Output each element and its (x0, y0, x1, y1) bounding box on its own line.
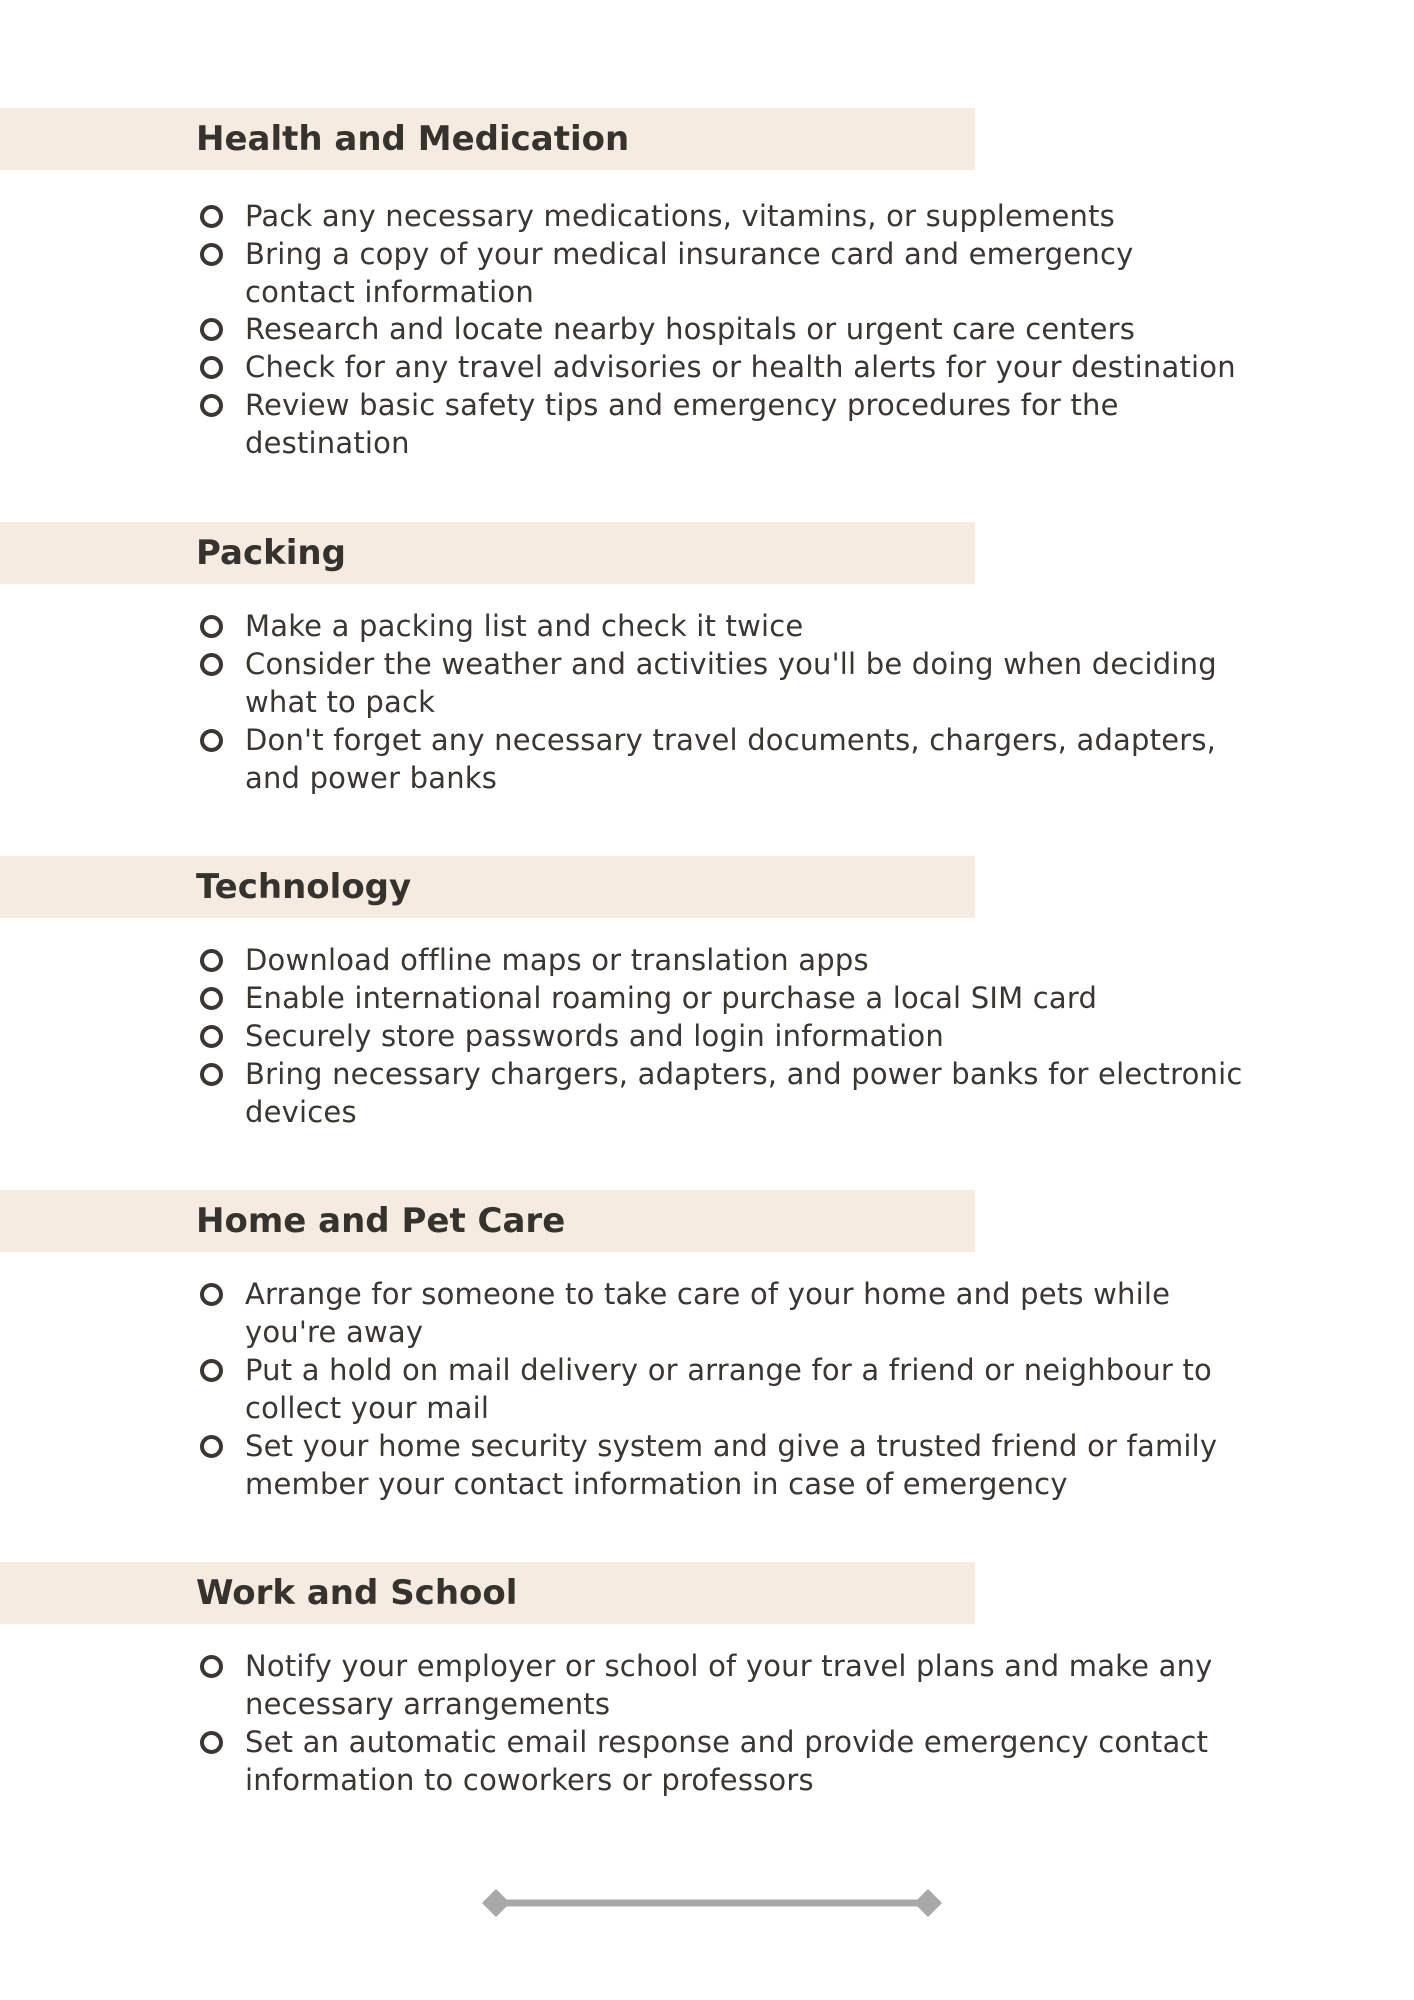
checklist-item (200, 1056, 1250, 1131)
checklist-item-text: Enable international roaming or purchase a local SIM card (245, 981, 1098, 1015)
section-header-band (0, 1190, 975, 1252)
checklist-item-text: Bring a copy of your medical insurance card and emergency contact information (245, 237, 1134, 309)
checklist-item (200, 646, 1250, 721)
checkbox-circle-icon[interactable] (200, 729, 223, 752)
checkbox-circle-icon[interactable] (200, 949, 223, 972)
checkbox-circle-icon[interactable] (200, 1063, 223, 1086)
checkbox-circle-icon[interactable] (200, 1435, 223, 1458)
section-title: Work and School (196, 1573, 518, 1613)
checklist-item (200, 198, 1250, 236)
checkbox-circle-icon[interactable] (200, 653, 223, 676)
checklist-item (200, 349, 1250, 387)
checklist-item (200, 1428, 1250, 1503)
checklist-item-text: Bring necessary chargers, adapters, and power banks for electronic devices (245, 1057, 1243, 1129)
checklist-item-text: Set your home security system and give a trusted friend or family member your contact information in case of emergency (245, 1429, 1218, 1501)
section-title: Health and Medication (196, 119, 630, 159)
checkbox-circle-icon[interactable] (200, 318, 223, 341)
checklist-item (200, 1352, 1250, 1427)
checklist-item-text: Don't forget any necessary travel documents, chargers, adapters, and power banks (245, 723, 1217, 795)
checkbox-circle-icon[interactable] (200, 1731, 223, 1754)
checklist-item (200, 311, 1250, 349)
checkbox-circle-icon[interactable] (200, 987, 223, 1010)
checklist-item-text: Arrange for someone to take care of your home and pets while you're away (245, 1277, 1171, 1349)
footer-divider (482, 1886, 942, 1920)
section-header-band (0, 856, 975, 918)
checkbox-circle-icon[interactable] (200, 1283, 223, 1306)
checklist-item-text: Put a hold on mail delivery or arrange for a friend or neighbour to collect your mail (245, 1353, 1212, 1425)
checklist-item (200, 942, 1250, 980)
checklist-item (200, 608, 1250, 646)
checklist-item (200, 236, 1250, 311)
checkbox-circle-icon[interactable] (200, 615, 223, 638)
checkbox-circle-icon[interactable] (200, 1655, 223, 1678)
checklist-item-text: Check for any travel advisories or health alerts for your destination (245, 350, 1236, 384)
checklist-item-text: Review basic safety tips and emergency procedures for the destination (245, 388, 1119, 460)
section-header-band (0, 108, 975, 170)
checklist-item-text: Download offline maps or translation apps (245, 943, 869, 977)
divider-left-diamond-icon (482, 1889, 510, 1917)
checklist-item (200, 1276, 1250, 1351)
section-header-band (0, 522, 975, 584)
checklist-item (200, 1724, 1250, 1799)
checklist-item (200, 722, 1250, 797)
checklist-item-text: Research and locate nearby hospitals or urgent care centers (245, 312, 1136, 346)
divider-right-diamond-icon (914, 1889, 942, 1917)
checklist-item-text: Pack any necessary medications, vitamins, or supplements (245, 199, 1115, 233)
checklist-item (200, 980, 1250, 1018)
checklist-item (200, 1018, 1250, 1056)
checkbox-circle-icon[interactable] (200, 243, 223, 266)
checklist-item-text: Make a packing list and check it twice (245, 609, 804, 643)
section-title: Home and Pet Care (196, 1201, 566, 1241)
checkbox-circle-icon[interactable] (200, 356, 223, 379)
checkbox-circle-icon[interactable] (200, 1359, 223, 1382)
checklist-item-text: Securely store passwords and login information (245, 1019, 944, 1053)
checklist-item-text: Consider the weather and activities you'll be doing when deciding what to pack (245, 647, 1217, 719)
checkbox-circle-icon[interactable] (200, 205, 223, 228)
checklist-item (200, 1648, 1250, 1723)
section-title: Packing (196, 533, 346, 573)
checkbox-circle-icon[interactable] (200, 1025, 223, 1048)
checklist-item-text: Notify your employer or school of your travel plans and make any necessary arrangements (245, 1649, 1213, 1721)
checklist-item-text: Set an automatic email response and provide emergency contact information to coworkers or professors (245, 1725, 1209, 1797)
section-title: Technology (196, 867, 412, 907)
section-header-band (0, 1562, 975, 1624)
checkbox-circle-icon[interactable] (200, 394, 223, 417)
checklist-item (200, 387, 1250, 462)
